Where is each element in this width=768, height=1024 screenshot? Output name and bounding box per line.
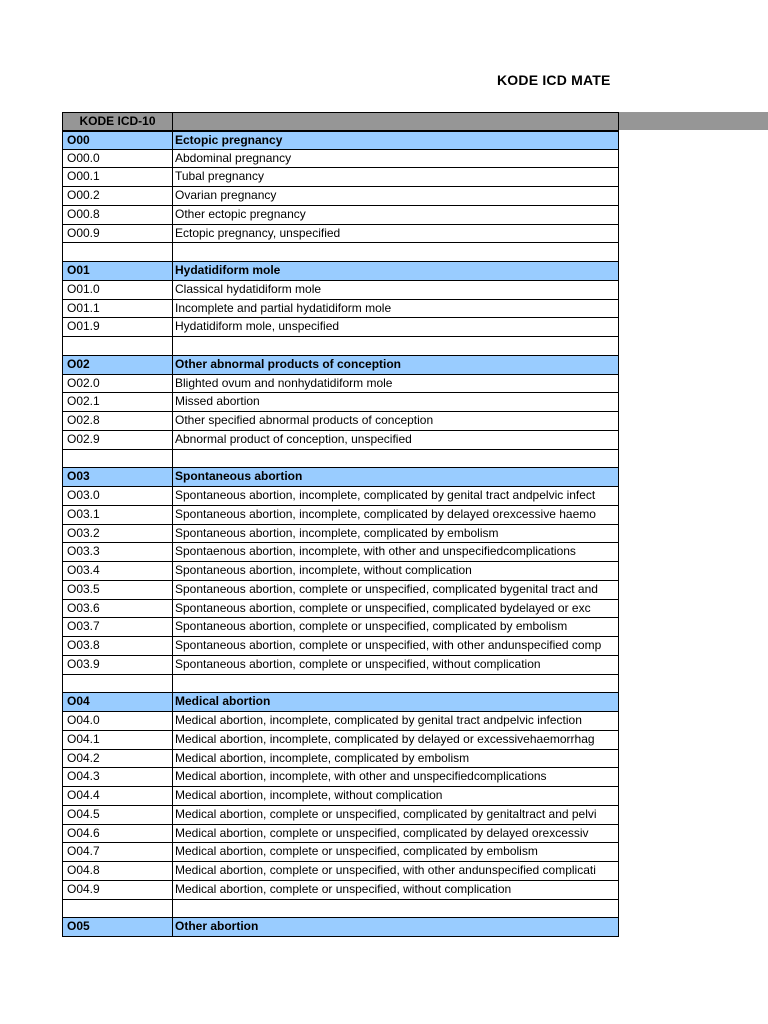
spacer-row [62,450,619,469]
code-cell: O00.8 [62,206,173,224]
group-row [62,356,619,375]
code-cell: O03.6 [62,600,173,618]
table-row [62,543,619,562]
code-cell: O00 [62,132,173,149]
description-cell: Ovarian pregnancy [173,187,619,205]
table-row [62,150,619,169]
description-cell: Medical abortion, complete or unspecified, complicated by embolism [173,843,619,861]
description-cell: Medical abortion, incomplete, complicated by embolism [173,750,619,768]
description-cell: Ectopic pregnancy, unspecified [173,225,619,243]
table-row [62,881,619,900]
table-row [62,862,619,881]
description-cell [173,243,619,261]
table-row [62,375,619,394]
description-cell: Other abnormal products of conception [173,356,619,374]
table-row [62,187,619,206]
code-cell: O01.9 [62,318,173,336]
code-cell [62,450,173,468]
code-cell: O04.7 [62,843,173,861]
code-cell: O04.8 [62,862,173,880]
table-row [62,637,619,656]
code-cell: O03.2 [62,525,173,543]
code-cell: O03.4 [62,562,173,580]
header-description [173,113,619,130]
description-cell: Hydatidiform mole [173,262,619,280]
table-row [62,581,619,600]
table-row [62,281,619,300]
description-cell: Incomplete and partial hydatidiform mole [173,300,619,318]
code-cell: O03.7 [62,618,173,636]
code-cell [62,675,173,693]
description-cell: Medical abortion, incomplete, complicated by delayed or excessivehaemorrhag [173,731,619,749]
table-row [62,731,619,750]
code-cell: O00.0 [62,150,173,168]
description-cell [173,900,619,918]
description-cell: Hydatidiform mole, unspecified [173,318,619,336]
description-cell: Medical abortion, complete or unspecified, complicated by delayed orexcessiv [173,825,619,843]
code-cell: O04.3 [62,768,173,786]
code-cell: O03 [62,468,173,486]
table-row [62,843,619,862]
spacer-row [62,243,619,262]
table-row [62,712,619,731]
description-cell: Spontaneous abortion, incomplete, complicated by delayed orexcessive haemo [173,506,619,524]
code-cell: O04.9 [62,881,173,899]
code-cell: O02.8 [62,412,173,430]
code-cell [62,243,173,261]
table-row [62,206,619,225]
description-cell [173,675,619,693]
code-cell: O05 [62,918,173,936]
table-row [62,412,619,431]
table-row [62,562,619,581]
description-cell: Spontaneous abortion [173,468,619,486]
table-row [62,168,619,187]
table-row [62,525,619,544]
code-cell: O04 [62,693,173,711]
spacer-row [62,900,619,919]
code-cell: O00.2 [62,187,173,205]
description-cell: Spontaneous abortion, complete or unspecified, with other andunspecified comp [173,637,619,655]
table-row [62,750,619,769]
table-row [62,318,619,337]
code-cell [62,337,173,355]
code-cell: O04.4 [62,787,173,805]
description-cell: Medical abortion, incomplete, complicated by genital tract andpelvic infection [173,712,619,730]
description-cell: Spontaneous abortion, complete or unspecified, complicated bygenital tract and [173,581,619,599]
description-cell: Medical abortion, complete or unspecified, complicated by genitaltract and pelvi [173,806,619,824]
header-fill-extension [619,112,768,130]
description-cell: Spontaneous abortion, incomplete, complicated by genital tract andpelvic infect [173,487,619,505]
code-cell: O04.2 [62,750,173,768]
code-cell: O04.1 [62,731,173,749]
code-cell: O04.6 [62,825,173,843]
group-row [62,468,619,487]
group-row [62,262,619,281]
table-body [62,131,619,937]
description-cell: Spontaneous abortion, complete or unspecified, without complication [173,656,619,674]
table-row [62,225,619,244]
code-cell: O04.5 [62,806,173,824]
code-cell: O02.9 [62,431,173,449]
description-cell: Other abortion [173,918,619,936]
code-cell: O02 [62,356,173,374]
description-cell: Spontaenous abortion, incomplete, with other and unspecifiedcomplications [173,543,619,561]
description-cell: Blighted ovum and nonhydatidiform mole [173,375,619,393]
table-row [62,656,619,675]
description-cell [173,337,619,355]
description-cell: Medical abortion, incomplete, without complication [173,787,619,805]
table-row [62,487,619,506]
description-cell: Medical abortion, incomplete, with other and unspecifiedcomplications [173,768,619,786]
description-cell: Tubal pregnancy [173,168,619,186]
code-cell: O01 [62,262,173,280]
spacer-row [62,675,619,694]
group-row [62,693,619,712]
document-title: KODE ICD MATE [497,72,611,88]
code-cell: O00.9 [62,225,173,243]
group-row [62,131,619,150]
code-cell: O03.1 [62,506,173,524]
description-cell: Spontaneous abortion, incomplete, complicated by embolism [173,525,619,543]
description-cell: Other ectopic pregnancy [173,206,619,224]
description-cell: Abnormal product of conception, unspecified [173,431,619,449]
description-cell [173,450,619,468]
description-cell: Spontaneous abortion, complete or unspecified, complicated by embolism [173,618,619,636]
code-cell: O03.3 [62,543,173,561]
code-cell: O00.1 [62,168,173,186]
spacer-row [62,337,619,356]
description-cell: Classical hydatidiform mole [173,281,619,299]
table-row [62,393,619,412]
code-cell: O03.8 [62,637,173,655]
description-cell: Medical abortion [173,693,619,711]
code-cell [62,900,173,918]
code-cell: O01.0 [62,281,173,299]
table-row [62,768,619,787]
table-row [62,431,619,450]
code-cell: O04.0 [62,712,173,730]
table-row [62,806,619,825]
table-row [62,825,619,844]
description-cell: Spontaneous abortion, incomplete, without complication [173,562,619,580]
table-row [62,787,619,806]
description-cell: Other specified abnormal products of conception [173,412,619,430]
description-cell: Medical abortion, complete or unspecified, without complication [173,881,619,899]
icd-code-table [62,112,619,937]
table-row [62,618,619,637]
table-row [62,300,619,319]
header-code: KODE ICD-10 [62,113,173,130]
code-cell: O02.1 [62,393,173,411]
table-row [62,506,619,525]
table-row [62,600,619,619]
description-cell: Abdominal pregnancy [173,150,619,168]
table-header-row [62,112,619,131]
description-cell: Ectopic pregnancy [173,132,619,149]
code-cell: O02.0 [62,375,173,393]
group-row [62,918,619,937]
code-cell: O01.1 [62,300,173,318]
code-cell: O03.9 [62,656,173,674]
description-cell: Medical abortion, complete or unspecified, with other andunspecified complicati [173,862,619,880]
code-cell: O03.5 [62,581,173,599]
description-cell: Missed abortion [173,393,619,411]
code-cell: O03.0 [62,487,173,505]
description-cell: Spontaneous abortion, complete or unspecified, complicated bydelayed or exc [173,600,619,618]
